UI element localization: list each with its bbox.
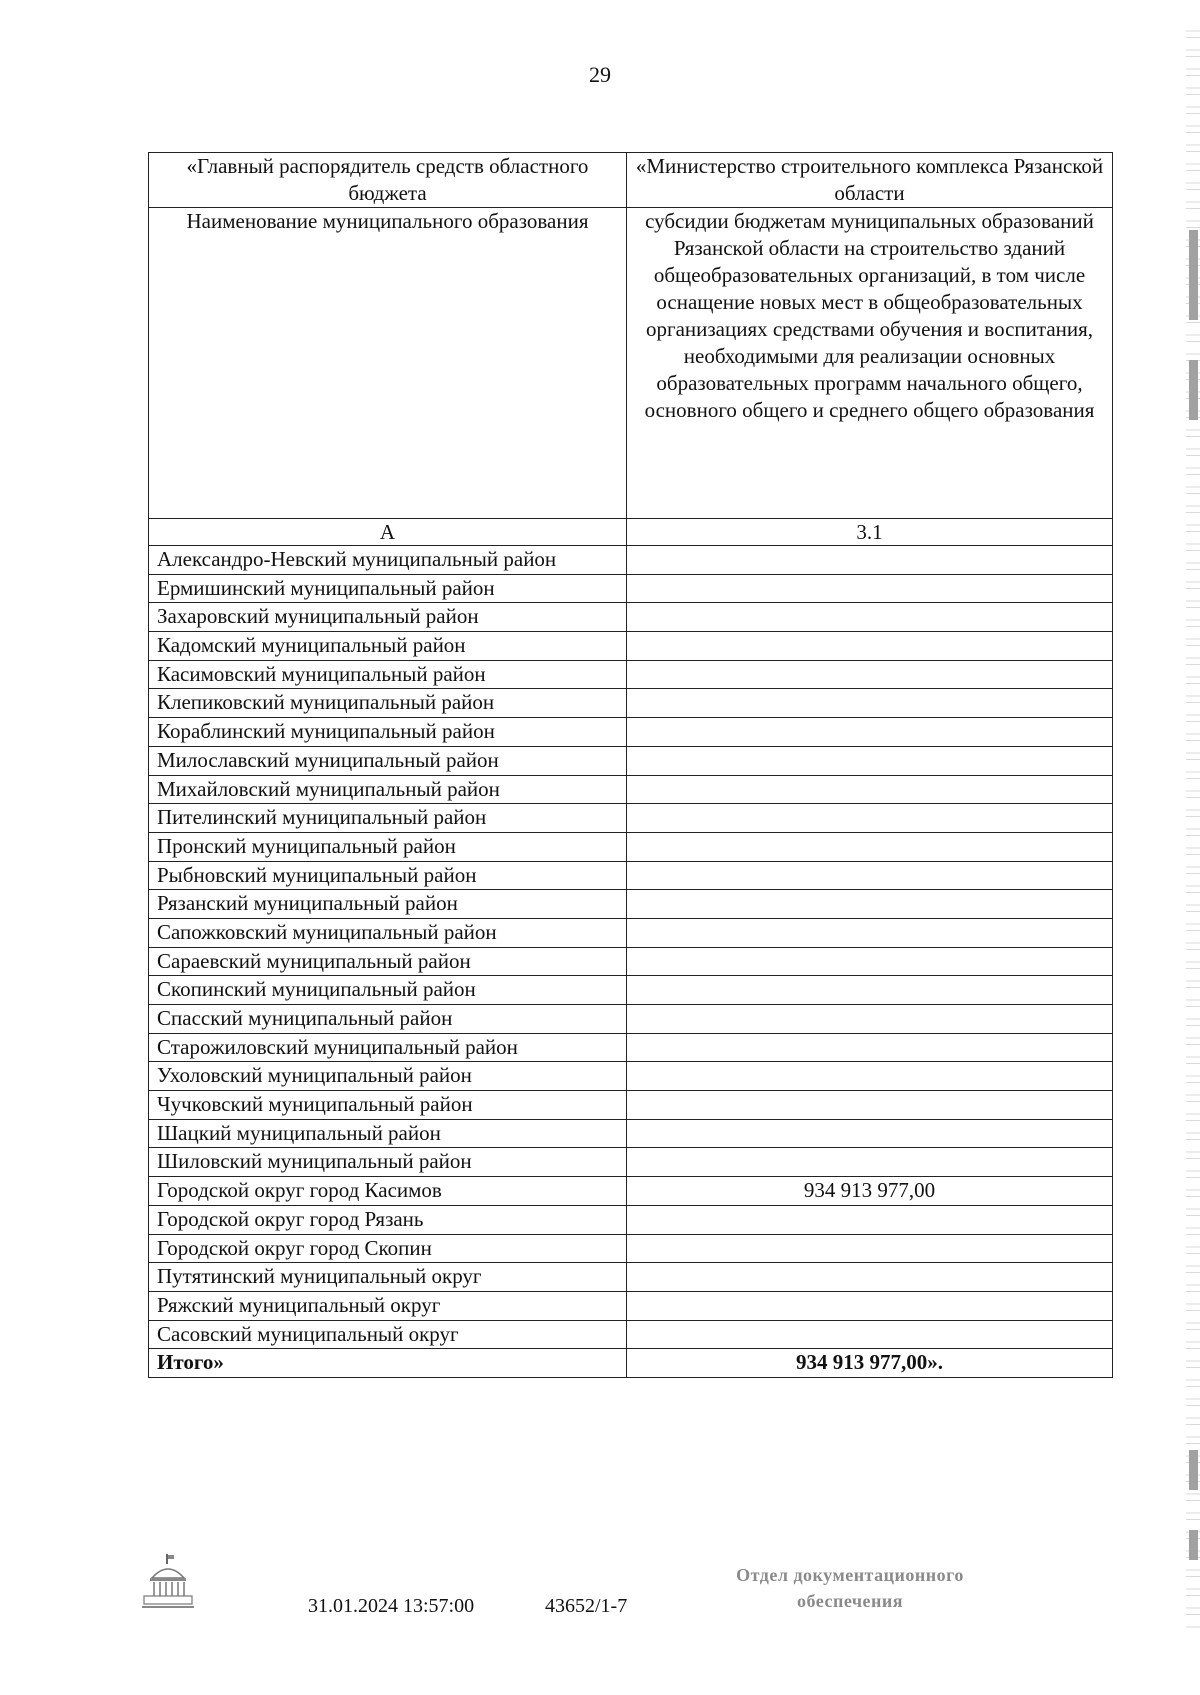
subsidy-value-cell (627, 890, 1113, 919)
table-row (149, 718, 1113, 747)
municipality-name-cell: Городской округ город Скопин (149, 1234, 627, 1263)
total-value-cell: 934 913 977,00». (627, 1349, 1113, 1378)
subheader-left-cell: Наименование муниципального образования (149, 208, 627, 519)
municipality-name-cell: Старожиловский муниципальный район (149, 1033, 627, 1062)
municipality-name-cell: Скопинский муниципальный район (149, 976, 627, 1005)
total-row (149, 1349, 1113, 1378)
total-label-cell: Итого» (149, 1349, 627, 1378)
subsidy-value-cell (627, 947, 1113, 976)
subsidy-value-cell (627, 1091, 1113, 1120)
subsidy-value-cell (627, 1205, 1113, 1234)
municipality-name-cell: Рязанский муниципальный район (149, 890, 627, 919)
table-row (149, 1205, 1113, 1234)
subsidy-value-cell (627, 861, 1113, 890)
subsidy-value-cell (627, 718, 1113, 747)
footer-datetime: 31.01.2024 13:57:00 (308, 1595, 475, 1617)
municipality-name-cell: Ряжский муниципальный округ (149, 1291, 627, 1320)
municipality-name-cell: Городской округ город Касимов (149, 1177, 627, 1206)
subsidy-value-cell (627, 574, 1113, 603)
table-row (149, 1005, 1113, 1034)
table-row (149, 1291, 1113, 1320)
municipality-name-cell: Александро-Невский муниципальный район (149, 546, 627, 575)
scan-edge-artifact (1186, 30, 1200, 1630)
header-left-cell: «Главный распорядитель средств областного бюджета (149, 153, 627, 208)
table-row (149, 918, 1113, 947)
table-row (149, 1234, 1113, 1263)
subsidy-value-cell (627, 1320, 1113, 1349)
municipality-name-cell: Сараевский муниципальный район (149, 947, 627, 976)
page-number: 29 (589, 62, 611, 87)
table-row (149, 832, 1113, 861)
subsidy-value-cell (627, 832, 1113, 861)
column-letters-row (149, 519, 1113, 546)
municipality-name-cell: Клепиковский муниципальный район (149, 689, 627, 718)
municipality-name-cell: Захаровский муниципальный район (149, 603, 627, 632)
subsidy-value-cell (627, 1062, 1113, 1091)
subsidy-value-cell (627, 976, 1113, 1005)
municipality-name-cell: Путятинский муниципальный округ (149, 1263, 627, 1292)
table-row (149, 746, 1113, 775)
municipality-name-cell: Городской округ город Рязань (149, 1205, 627, 1234)
table-row (149, 861, 1113, 890)
municipality-name-cell: Шиловский муниципальный район (149, 1148, 627, 1177)
table-row (149, 1062, 1113, 1091)
subsidy-value-cell: 934 913 977,00 (627, 1177, 1113, 1206)
table-row (149, 947, 1113, 976)
municipality-name-cell: Шацкий муниципальный район (149, 1119, 627, 1148)
subsidy-value-cell (627, 918, 1113, 947)
subsidy-value-cell (627, 1234, 1113, 1263)
table-row (149, 1119, 1113, 1148)
municipality-name-cell: Сасовский муниципальный округ (149, 1320, 627, 1349)
duma-building-logo-icon (138, 1552, 198, 1610)
municipality-name-cell: Кадомский муниципальный район (149, 632, 627, 661)
subsidy-value-cell (627, 603, 1113, 632)
subheader-right-cell: субсидии бюджетам муниципальных образований Рязанской области на строительство зданий общеобразовательных организаций, в том числе оснащение новых мест в общеобразовательных организациях средствами обучения и воспитания, необходимыми для реализации основных образовательных программ начального общего, основного общего и среднего общего образования (627, 208, 1113, 519)
subsidy-value-cell (627, 632, 1113, 661)
subsidy-value-cell (627, 1005, 1113, 1034)
table-row (149, 1091, 1113, 1120)
table-row (149, 1177, 1113, 1206)
municipality-name-cell: Михайловский муниципальный район (149, 775, 627, 804)
subsidy-value-cell (627, 689, 1113, 718)
municipality-name-cell: Чучковский муниципальный район (149, 1091, 627, 1120)
table-row (149, 1148, 1113, 1177)
table-row (149, 660, 1113, 689)
subsidy-value-cell (627, 746, 1113, 775)
municipality-name-cell: Сапожковский муниципальный район (149, 918, 627, 947)
table-row (149, 890, 1113, 919)
table-row (149, 775, 1113, 804)
municipality-name-cell: Пронский муниципальный район (149, 832, 627, 861)
table-row (149, 1033, 1113, 1062)
stamp-line-2: обеспечения (797, 1591, 903, 1611)
column-letter-left: А (149, 519, 627, 546)
subsidy-value-cell (627, 1263, 1113, 1292)
footer-doc-number: 43652/1-7 (545, 1595, 628, 1617)
subsidy-value-cell (627, 1033, 1113, 1062)
header-right-cell: «Министерство строительного комплекса Рязанской области (627, 153, 1113, 208)
municipality-name-cell: Ухоловский муниципальный район (149, 1062, 627, 1091)
department-stamp (690, 1562, 1010, 1614)
table-row (149, 574, 1113, 603)
column-letter-right: 3.1 (627, 519, 1113, 546)
subsidy-value-cell (627, 1119, 1113, 1148)
table-row (149, 1263, 1113, 1292)
stamp-line-1: Отдел документационного (736, 1565, 964, 1585)
municipality-name-cell: Милославский муниципальный район (149, 746, 627, 775)
subsidy-value-cell (627, 1148, 1113, 1177)
subsidy-value-cell (627, 546, 1113, 575)
table-row (149, 632, 1113, 661)
subsidy-value-cell (627, 660, 1113, 689)
municipality-name-cell: Касимовский муниципальный район (149, 660, 627, 689)
subsidy-value-cell (627, 775, 1113, 804)
table-row (149, 689, 1113, 718)
subsidy-value-cell (627, 804, 1113, 833)
table-row (149, 976, 1113, 1005)
municipality-name-cell: Кораблинский муниципальный район (149, 718, 627, 747)
municipality-name-cell: Пителинский муниципальный район (149, 804, 627, 833)
municipality-name-cell: Спасский муниципальный район (149, 1005, 627, 1034)
subsidy-table (148, 152, 1113, 1378)
table-subheader-row (149, 208, 1113, 519)
table-row (149, 804, 1113, 833)
table-row (149, 546, 1113, 575)
table-row (149, 1320, 1113, 1349)
municipality-name-cell: Ермишинский муниципальный район (149, 574, 627, 603)
municipality-name-cell: Рыбновский муниципальный район (149, 861, 627, 890)
table-row (149, 603, 1113, 632)
subsidy-value-cell (627, 1291, 1113, 1320)
table-header-row (149, 153, 1113, 208)
